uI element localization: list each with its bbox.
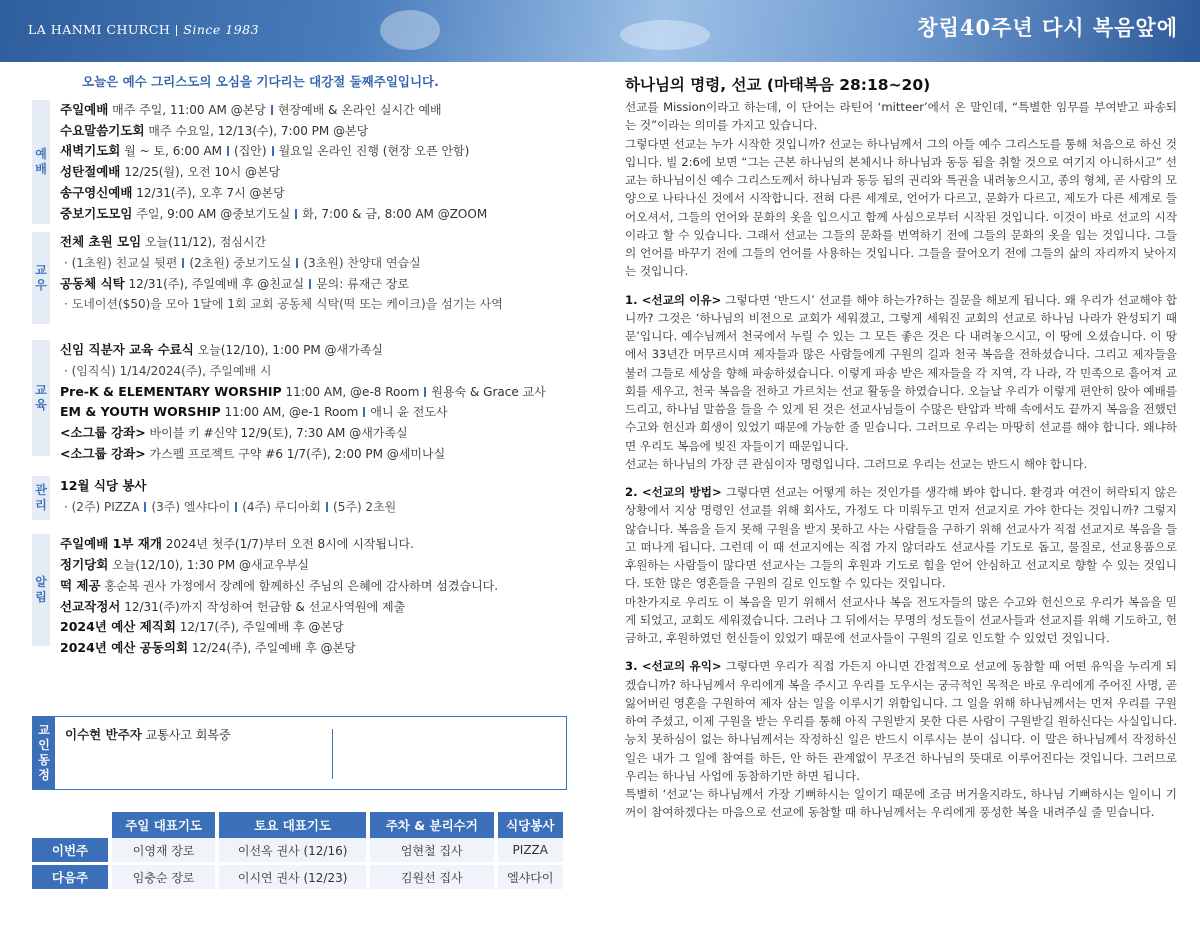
brand-divider <box>176 25 177 36</box>
paragraph-text: 선교를 Mission이라고 하는데, 이 단어는 라틴어 ‘mitteer’에서 온 말인데, “특별한 임무를 부여받고 파송되는 것”이라는 의미를 가지고 있습니다. <box>625 100 1177 133</box>
paragraph-text: 그렇다면 ‘반드시’ 선교를 해야 하는가?하는 질문을 해보게 됩니다. 왜 우리가 선교해야 합니까? 그것은 ‘하나님의 비전으로 교회가 세워졌고, 그렇게 세워진 교회의 선교로 하나님 나라가 완성되기 때문’입니다. 예수님께서 천국에서 누릴 수 있는 그 모든 좋은 것은 다 내려놓으시고, 이 땅에 오셨습니다. 이 땅에서 33년간 머무르시며 제자들과 많은 사람들에게 구원의 길과 천국 복음을 전하셨습니다. 그리고 제자들을 불러 그들로 세상을 향해 파송하셨습니다. 이렇게 파송 받은 제자들을 각 지역, 각 나라, 각 민족으로 흩어져 교회를 세우고, 천국 복음을 전하고 가르치는 선교 활동을 하였습니다. 오늘날 우리가 이렇게 편안히 앉아 예배를 드리고, 하나님 말씀을 들을 수 있게 된 것은 선교사님들이 수많은 탄압과 박해 속에서도 끝까지 복음을 전했던 수고와 헌신과 희생이 있었기 때문에 가능한 줄 믿습니다. 그러므로 우리는 마땅히 선교를 해야 합니다. 왜냐하면 우리도 복음에 빚진 자들이기 때문입니다. <box>625 292 1177 453</box>
list-item <box>60 294 572 315</box>
church-name: LA HANMI CHURCH <box>28 22 171 37</box>
row-label: 다음주 <box>32 865 112 892</box>
left-column <box>32 62 572 659</box>
separator-bar <box>182 258 184 268</box>
item-title: <소그룹 강좌> <box>60 445 146 461</box>
item-title: 선교작정서 <box>60 598 121 614</box>
separator-bar <box>363 407 365 417</box>
item-text: 원용숙 & Grace 교사 <box>431 384 546 399</box>
tag-char: 육 <box>35 398 47 413</box>
item-text: 애니 윤 전도사 <box>370 405 448 420</box>
item-text: 12/31(주), 주일예배 후 @친교실 <box>124 276 305 291</box>
box-divider <box>332 729 333 779</box>
list-item <box>60 534 572 555</box>
item-text: (집안) <box>234 144 267 159</box>
list-item <box>60 497 572 518</box>
list-item <box>60 617 572 638</box>
item-title: EM & YOUTH WORSHIP <box>60 404 221 420</box>
tag-char: 리 <box>35 498 47 513</box>
section-management <box>32 476 572 520</box>
table-header-row <box>32 812 567 838</box>
list-item <box>60 444 572 465</box>
since-year: Since 1983 <box>183 22 260 37</box>
sermon-paragraph <box>625 98 1177 281</box>
list-item <box>60 402 572 423</box>
item-title: <소그룹 강좌> <box>60 425 146 441</box>
list-item <box>60 274 572 295</box>
header-banner <box>0 0 1200 62</box>
tag-char: 우 <box>35 278 47 293</box>
separator-bar <box>295 209 297 219</box>
item-text: 매주 주일, 11:00 AM @본당 <box>108 103 266 117</box>
table-row <box>32 865 567 892</box>
separator-bar <box>271 105 273 115</box>
paragraph-text: 특별히 ‘선교’는 하나님께서 가장 기뻐하시는 일이기 때문에 조금 버거울지라도, 하나님 기뻐하시는 일이니 기꺼이 참여하겠다는 마음으로 선교에 동참할 때 하나님께서는 우리에게 풍성한 복을 내려주실 줄 믿습니다. <box>625 787 1177 820</box>
section-heading: 1. <선교의 이유> <box>625 292 722 307</box>
paragraph-text: 선교는 하나님의 가장 큰 관심이자 명령입니다. 그러므로 우리는 선교는 반드시 해야 합니다. <box>625 456 1088 471</box>
separator-bar <box>144 502 146 512</box>
tag-char: 예 <box>35 147 47 161</box>
item-title: 신임 직분자 교육 수료식 <box>60 342 194 358</box>
item-text: · (2주) PIZZA <box>64 500 140 515</box>
item-text: 12/17(주), 주일예배 후 @본당 <box>175 620 344 635</box>
item-title: 떡 제공 <box>60 577 101 593</box>
anniversary-slogan: 창립40주년 다시 복음앞에 <box>917 15 1178 40</box>
item-title: 성탄절예배 <box>60 164 121 180</box>
member-news-text: 교통사고 회복중 <box>141 728 231 742</box>
table-cell: 엘샤다이 <box>498 865 567 892</box>
column-header: 주일 대표기도 <box>112 812 219 838</box>
table-cell: 김원선 집사 <box>370 865 498 892</box>
paragraph-text: 그렇다면 우리가 직접 가든지 아니면 간접적으로 선교에 동참할 때 어떤 유익을 누리게 되겠습니까? 하나님께서 우리에게 복을 주시고 우리를 도우시는 궁극적인 목적은 바로 우리에게 주어진 사명, 곧 잃어버린 영혼을 구원하여 제자 삼는 일을 이루시기 위함입니다. 그 일을 위해 하나님께서는 먼저 우리를 구원하여 주셨고, 이제 구원을 받는 우리를 통해 아직 구원받지 못한 다른 사람이 구원받길 원하신다는 사실입니다. 능치 못하심이 없는 하나님께서는 작정하신 일은 반드시 이루시는 분이 십니다. 이 말은 하나님께서 작정하신 일은 내가 그 일에 참여를 하든, 안 하든 관계없이 무조건 하나님의 뜻대로 이루어진다는 것입니다. 그러므로 우리는 하나님 사업에 동참하기만 하면 됩니다. <box>625 659 1177 783</box>
item-text: 매주 수요일, 12/13(수), 7:00 PM @본당 <box>144 123 369 138</box>
item-text: (3주) 엘샤다이 <box>151 500 231 515</box>
paragraph-text: 마찬가지로 우리도 이 복음을 믿기 위해서 선교사나 복음 전도자들의 많은 수고와 헌신으로 우리가 복음을 믿게 되었고, 교회도 세워졌습니다. 그러나 그 뒤에서는 무명의 성도들이 선교사들과 선교지를 위해 기도하고, 헌금하고, 후원하였던 헌신들이 있었기 때문에 선교사들이 구원의 길로 인도할 수 있었던 것입니다. <box>625 594 1177 645</box>
item-text: 12/31(주), 오후 7시 @본당 <box>132 185 285 200</box>
section-members <box>32 232 572 324</box>
separator-bar <box>309 279 311 289</box>
section-education <box>32 340 572 464</box>
member-name: 이수현 반주자 <box>65 727 142 742</box>
section-tag-members <box>32 232 50 324</box>
section-tag-notices <box>32 534 50 646</box>
item-text: 2024년 첫주(1/7)부터 오전 8시에 시작됩니다. <box>161 537 414 552</box>
item-text: 12/24(주), 주일예배 후 @본당 <box>188 640 356 655</box>
table-cell: 엄현철 집사 <box>370 838 498 865</box>
member-news-content <box>55 717 241 789</box>
item-text: 오늘(11/12), 점심시간 <box>141 235 267 250</box>
tag-char: 배 <box>35 162 47 176</box>
item-text: · (1초원) 친교실 뒷편 <box>64 255 178 270</box>
list-item <box>60 361 572 382</box>
list-item <box>60 100 572 121</box>
item-text: 12/25(월), 오전 10시 @본당 <box>120 165 281 180</box>
item-text: 문의: 류재근 장로 <box>316 276 409 291</box>
member-news-box <box>32 716 567 790</box>
list-item <box>60 638 572 659</box>
item-text: 화, 7:00 & 금, 8:00 AM @ZOOM <box>302 206 488 221</box>
list-item <box>60 204 572 225</box>
list-item <box>60 382 572 403</box>
column-header: 식당봉사 <box>498 812 567 838</box>
tag-char: 인 <box>38 738 50 752</box>
list-item <box>60 162 572 183</box>
item-title: 주일예배 1부 재개 <box>60 536 162 552</box>
item-text: 바이블 키 #신약 12/9(토), 7:30 AM @새가족실 <box>145 426 408 441</box>
item-text: 홍순복 권사 가정에서 장례에 함께하신 주님의 은혜에 감사하며 섬겼습니다. <box>100 578 499 593</box>
list-item <box>60 141 572 162</box>
list-item <box>60 183 572 204</box>
list-item <box>60 232 572 253</box>
list-item <box>60 340 572 361</box>
item-text: (5주) 2초원 <box>333 500 397 515</box>
column-header: 토요 대표기도 <box>219 812 370 838</box>
separator-bar <box>296 258 298 268</box>
item-title: 주일예배 <box>60 102 109 117</box>
announcement: 오늘은 예수 그리스도의 오심을 기다리는 대강절 둘째주일입니다. <box>82 74 439 89</box>
table-cell: 임충순 장로 <box>112 865 219 892</box>
section-tag-education <box>32 340 50 456</box>
item-text: 12/31(주)까지 작성하여 헌금함 & 선교사역원에 제출 <box>120 599 406 614</box>
section-tag-member-news <box>33 717 55 789</box>
item-text: 오늘(12/10), 1:30 PM @새교우부실 <box>108 558 310 573</box>
section-tag-management <box>32 476 50 520</box>
table-cell: 이영재 장로 <box>112 838 219 865</box>
item-text: 가스펠 프로젝트 구약 #6 1/7(주), 2:00 PM @세미나실 <box>145 446 446 461</box>
sermon-column <box>625 62 1177 822</box>
section-worship <box>32 100 572 224</box>
section-heading: 2. <선교의 방법> <box>625 485 722 499</box>
banner-light <box>380 10 440 50</box>
section-notices <box>32 534 572 658</box>
item-title: 수요말씀기도회 <box>60 122 145 138</box>
separator-bar <box>227 146 229 156</box>
item-title: 2024년 예산 공동의회 <box>60 639 189 655</box>
list-item <box>60 576 572 597</box>
item-text: (4주) 루디아회 <box>242 500 322 515</box>
table-cell: 이시연 권사 (12/23) <box>219 865 370 892</box>
sermon-paragraph <box>625 291 1177 474</box>
item-title: 중보기도모임 <box>60 205 133 221</box>
item-text: 11:00 AM, @e-8 Room <box>281 384 420 399</box>
item-title: 12월 식당 봉사 <box>60 478 147 494</box>
table-corner <box>32 812 112 838</box>
duty-table <box>32 812 567 892</box>
list-item <box>60 555 572 576</box>
column-header: 주차 & 분리수거 <box>370 812 498 838</box>
tag-char: 교 <box>35 263 47 278</box>
item-title: Pre-K & ELEMENTARY WORSHIP <box>60 383 282 399</box>
item-text: 오늘(12/10), 1:00 PM @새가족실 <box>193 343 383 358</box>
list-item <box>60 121 572 142</box>
table-cell: 이선옥 권사 (12/16) <box>219 838 370 865</box>
item-text: 현장예배 & 온라인 실시간 예배 <box>277 103 442 117</box>
sermon-paragraph <box>625 483 1177 647</box>
item-title: 2024년 예산 제직회 <box>60 619 176 635</box>
item-title: 송구영신예배 <box>60 184 133 200</box>
section-heading: 3. <선교의 유익> <box>625 659 722 674</box>
banner-light <box>620 20 710 50</box>
list-item <box>60 253 572 274</box>
item-title: 공동체 식탁 <box>60 275 125 291</box>
item-text: (3초원) 찬양대 연습실 <box>303 255 421 270</box>
section-tag-worship <box>32 100 50 224</box>
paragraph-text: 그렇다면 선교는 누가 시작한 것입니까? 선교는 하나님께서 그의 아들 예수 그리스도를 통해 처음으로 하신 것입니다. 빌 2:6에 보면 “그는 근본 하나님의 본체시나 하나님과 동등 됨을 취할 것으로 여기지 아니하시고” 선교는 하나님이신 예수 그리스도께서 하나님과 동등 됨의 권리와 특권을 내려놓으시고, 종의 형체, 곧 사람의 모양으로 나타나신 것에서 시작합니다. 전혀 다른 세계로, 언어가 다르고, 문화가 다르고, 제도가 다른 세계로 들어오셔서, 그들의 언어와 문화의 옷을 입으시고 함께 사심으로부터 시작된 것입니다. 이것이 바로 선교의 시작이라고 할 수 있습니다. 그래서 선교는 그들의 문화를 번역하기 전에 그들의 문화의 옷을 입는 것입니다. 그들의 언어를 바꾸기 전에 그들의 언어를 사용하는 것입니다. 그들을 끌어오기 전에 그들의 삶의 자리까지 낮아지는 것입니다. <box>625 136 1177 279</box>
table-cell: PIZZA <box>498 838 567 865</box>
tag-char: 알 <box>35 575 47 590</box>
tag-char: 관 <box>35 483 47 498</box>
item-text: 월요일 온라인 진행 (현장 오픈 안함) <box>278 144 470 159</box>
paragraph-text: 그렇다면 선교는 어떻게 하는 것인가를 생각해 봐야 합니다. 환경과 여건이 허락되지 않은 상황에서 지상 명령인 선교를 위해 회사도, 가정도 다 미뤄두고 먼저 선교지로 가야 한다는 것입니까? 그렇지 않습니다. 복음을 듣지 못해 구원을 받지 못하고 사는 사람들을 구하기 위해 선교사가 직접 선교지로 복음을 들고 떠나게 됩니다. 그런데 이 때 선교지에는 직접 가지 않더라도 선교사를 기도로 돕고, 물질로, 선교용품으로 후원하는 사람들이 많다면 선교사는 그들의 후원과 기도로 힘을 얻어 안심하고 선교지로 향할 수 있는 것입니다. 또한 많은 영혼들을 구원의 길로 인도할 수 있다는 것입니다. <box>625 485 1177 591</box>
list-item <box>60 476 572 497</box>
sermon-title: 하나님의 명령, 선교 (마태복음 28:18~20) <box>625 76 931 94</box>
tag-char: 동 <box>38 753 50 767</box>
church-brand <box>28 22 259 37</box>
item-text: · (임직식) 1/14/2024(주), 주일예배 시 <box>64 363 272 378</box>
item-title: 정기당회 <box>60 557 109 573</box>
sermon-paragraph <box>625 657 1177 821</box>
item-text: 11:00 AM, @e-1 Room <box>220 405 359 420</box>
list-item <box>60 423 572 444</box>
list-item <box>60 597 572 618</box>
tag-char: 림 <box>35 590 47 605</box>
table-row <box>32 838 567 865</box>
item-title: 새벽기도회 <box>60 143 121 159</box>
item-text: · 도네이션($50)을 모아 1달에 1회 교회 공동체 식탁(떡 또는 케이크)을 섬기는 사역 <box>64 297 503 312</box>
item-text: 월 ~ 토, 6:00 AM <box>120 144 223 159</box>
separator-bar <box>235 502 237 512</box>
item-text: (2초원) 중보기도실 <box>189 255 292 270</box>
separator-bar <box>424 387 426 397</box>
row-label: 이번주 <box>32 838 112 865</box>
tag-char: 정 <box>38 768 50 782</box>
separator-bar <box>272 146 274 156</box>
tag-char: 교 <box>38 723 50 737</box>
item-title: 전체 초원 모임 <box>60 234 142 250</box>
item-text: 주일, 9:00 AM @중보기도실 <box>132 206 291 221</box>
tag-char: 교 <box>35 383 47 398</box>
separator-bar <box>326 502 328 512</box>
